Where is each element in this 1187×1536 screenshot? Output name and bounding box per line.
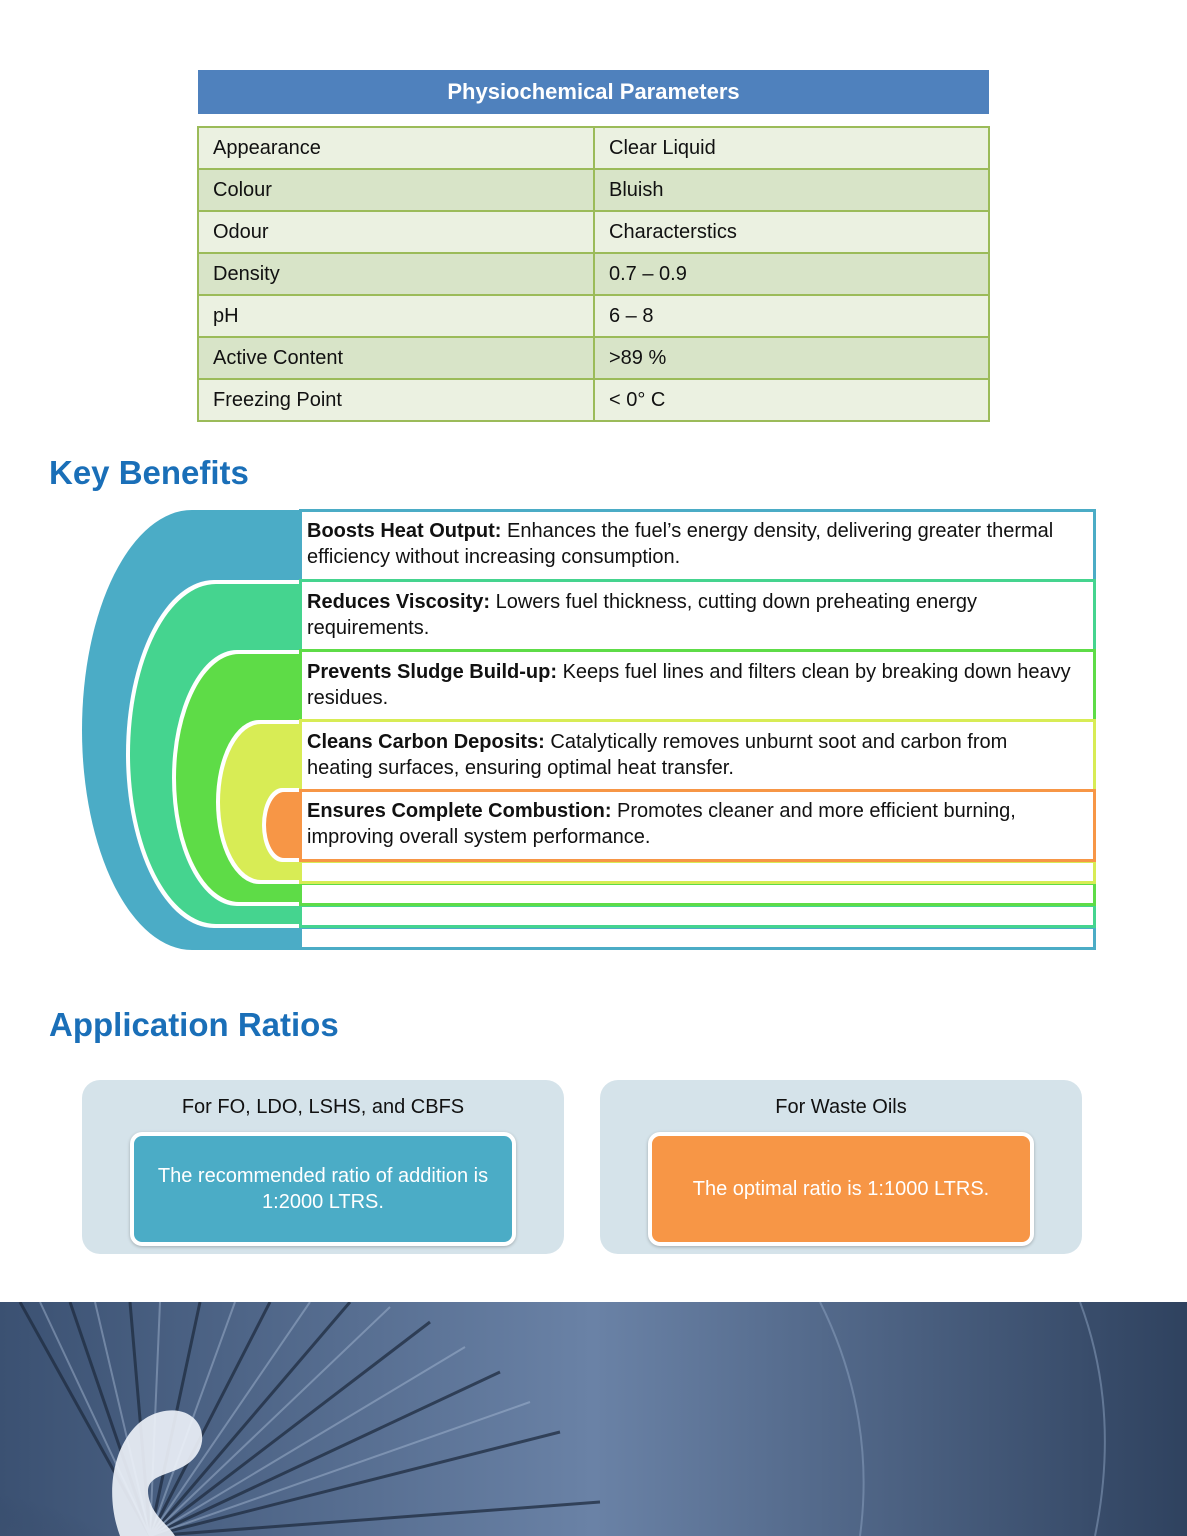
bottom-bar-1 — [299, 926, 1096, 950]
row-value: 6 – 8 — [594, 295, 989, 337]
row-label: Active Content — [198, 337, 594, 379]
table-row — [198, 211, 989, 253]
benefit-description: Lowers fuel thickness, cutting down preheating energy requirements. — [307, 591, 977, 639]
arc-9 — [266, 792, 302, 858]
row-value: >89 % — [594, 337, 989, 379]
row-label: Odour — [198, 211, 594, 253]
application-panel — [600, 1080, 1082, 1254]
row-label: Appearance — [198, 127, 594, 169]
table-row — [198, 337, 989, 379]
benefit-item — [307, 589, 1077, 641]
row-label: Density — [198, 253, 594, 295]
benefit-title: Reduces Viscosity: — [307, 591, 491, 613]
turbine-photo — [0, 1302, 1187, 1536]
table-row — [198, 253, 989, 295]
benefit-title: Ensures Complete Combustion: — [307, 800, 612, 822]
benefit-item — [307, 659, 1077, 711]
row-label: Colour — [198, 169, 594, 211]
panel-caption: For FO, LDO, LSHS, and CBFS — [181, 1096, 465, 1118]
benefit-item — [307, 729, 1077, 781]
panel-caption: For Waste Oils — [775, 1096, 907, 1118]
bottom-bar-3 — [299, 882, 1096, 906]
benefit-title: Prevents Sludge Build-up: — [307, 661, 558, 683]
benefit-item — [307, 518, 1077, 570]
table-row — [198, 169, 989, 211]
key-benefits-heading: Key Benefits — [49, 454, 249, 491]
table-row — [198, 127, 989, 169]
application-panel — [82, 1080, 564, 1254]
application-ratios-heading: Application Ratios — [49, 1006, 339, 1043]
table-row — [198, 379, 989, 421]
parameters-table — [197, 126, 990, 422]
row-value: 0.7 – 0.9 — [594, 253, 989, 295]
benefit-description: Keeps fuel lines and filters clean by breaking down heavy residues. — [307, 661, 1071, 709]
row-value: Bluish — [594, 169, 989, 211]
benefit-item — [307, 798, 1077, 850]
bottom-bar-4 — [299, 860, 1096, 884]
ratio-box: The recommended ratio of addition is 1:2000 LTRS. — [130, 1132, 516, 1246]
turbine-illustration — [0, 1302, 1187, 1536]
row-value: Clear Liquid — [594, 127, 989, 169]
row-value: Characterstics — [594, 211, 989, 253]
row-label: pH — [198, 295, 594, 337]
table-title: Physiochemical Parameters — [198, 70, 989, 114]
benefit-title: Cleans Carbon Deposits: — [307, 731, 545, 753]
row-value: < 0° C — [594, 379, 989, 421]
table-row — [198, 295, 989, 337]
benefit-description: Catalytically removes unburnt soot and carbon from heating surfaces, ensuring optimal heat transfer. — [307, 731, 1008, 779]
bottom-bar-2 — [299, 904, 1096, 928]
benefit-description: Promotes cleaner and more efficient burning, improving overall system performance. — [307, 800, 1016, 848]
row-label: Freezing Point — [198, 379, 594, 421]
benefit-title: Boosts Heat Output: — [307, 520, 502, 542]
benefit-description: Enhances the fuel’s energy density, delivering greater thermal efficiency without increasing consumption. — [307, 520, 1054, 568]
ratio-box: The optimal ratio is 1:1000 LTRS. — [648, 1132, 1034, 1246]
